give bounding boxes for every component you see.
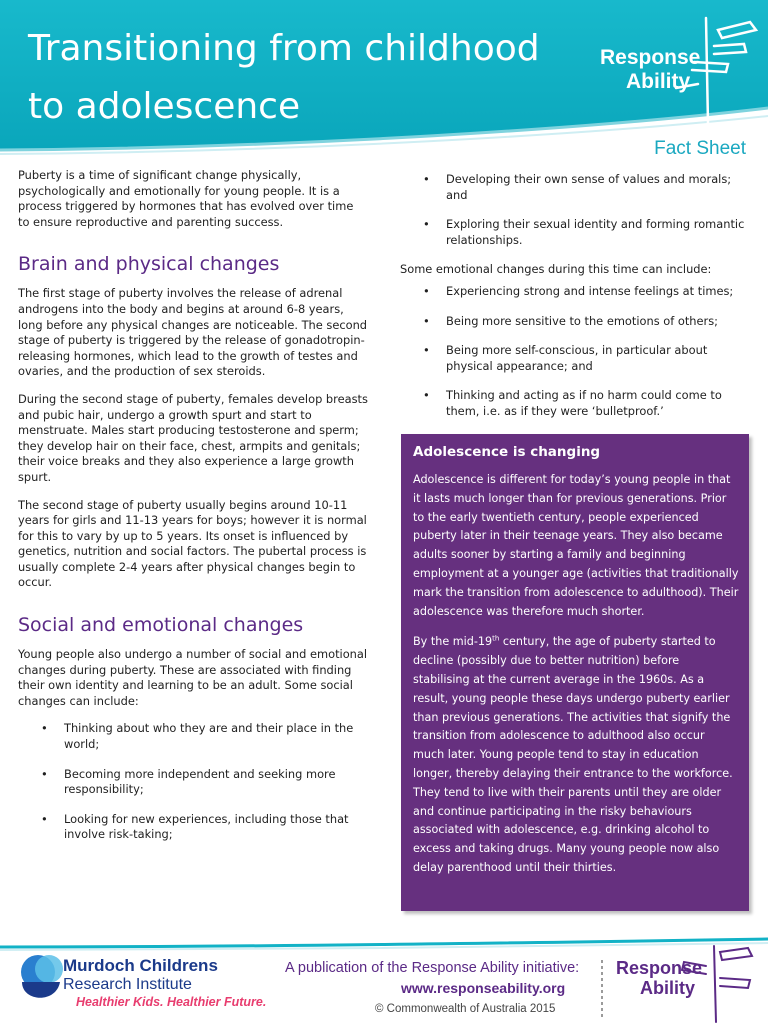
list-item [400, 314, 748, 330]
paragraph-social-intro: Young people also undergo a number of social and emotional changes during puberty. These are associated with finding their own identity and learning to be an adult. Some social changes can include: [18, 647, 368, 708]
social-changes-list-continued [400, 172, 748, 248]
list-item [18, 721, 368, 752]
footer-logo-text-ability: Ability [640, 978, 696, 998]
paragraph-first-stage: The first stage of puberty involves the release of adrenal androgens into the body and begins at around 6-8 years, long before any physical changes are noticeable. The second stage of puberty is triggered by the release of gonadotropin-releasing hormones, which lead to the growth of testes and ovaries, and the production of sex steroids. [18, 286, 368, 379]
paragraph-onset: The second stage of puberty usually begins around 10-11 years for girls and 11-13 years for boys; however it is normal for this to vary by up to 5 years. Its onset is influenced by genetics, nutrition and social factors. The pubertal process is usually complete 2-4 years after physical changes begin to occur. [18, 497, 367, 590]
mcri-subtitle: Research Institute [63, 976, 192, 993]
bullet-icon: • [423, 313, 430, 328]
box-title: Adolescence is changing [413, 444, 601, 460]
response-ability-logo [586, 16, 762, 126]
bullet-icon: • [41, 766, 48, 781]
emotional-changes-intro: Some emotional changes during this time can include: [400, 262, 712, 277]
title-line-1: Transitioning from childhood [28, 28, 540, 69]
list-item-text: Developing their own sense of values and morals; and [446, 172, 732, 202]
box-paragraph-2 [413, 633, 739, 877]
box-paragraph-1: Adolescence is different for today’s young people in that it lasts much longer than for previous generations. Prior to the early twentieth century, people experienced puberty later in their teenage years. They also became adults sooner by starting a family and beginning employment at a younger age (activities that traditionally mark the transition from adolescence to adulthood). Their adolescence was therefore much shorter. [413, 473, 739, 618]
fact-sheet-label: Fact Sheet [654, 138, 746, 159]
bullet-icon: • [41, 811, 48, 826]
list-item-text: Thinking about who they are and their place in the world; [64, 721, 354, 752]
bullet-icon: • [41, 721, 48, 736]
website-link[interactable]: www.responseability.org [401, 980, 566, 996]
copyright-notice: © Commonwealth of Australia 2015 [375, 1003, 556, 1015]
superscript-th: th [492, 634, 500, 643]
list-item [18, 767, 368, 798]
bullet-icon: • [423, 388, 430, 403]
title-line-2: to adolescence [28, 86, 301, 127]
list-item [400, 172, 748, 203]
intro-paragraph: Puberty is a time of significant change physically, psychologically and emotionally for young people. It is a process triggered by hormones that has evolved over time to ensure reproductive and parenting success. [18, 168, 354, 229]
adolescence-changing-box [401, 434, 749, 911]
right-column [400, 172, 748, 434]
response-ability-logo-footer [610, 942, 760, 1024]
list-item-text: Being more self-conscious, in particular about physical appearance; and [446, 343, 708, 373]
list-item-text: Becoming more independent and seeking more responsibility; [64, 766, 336, 797]
logo-text-response: Response [600, 46, 701, 69]
list-item [400, 217, 748, 248]
list-item [400, 388, 748, 419]
emotional-changes-list [400, 284, 748, 420]
logo-text-ability: Ability [626, 70, 691, 93]
list-item-text: Thinking and acting as if no harm could come to them, i.e. as if they were ‘bulletproof.’ [446, 388, 722, 418]
mcri-tagline: Healthier Kids. Healthier Future. [76, 995, 267, 1009]
heading-brain-physical: Brain and physical changes [18, 253, 280, 276]
page-title [28, 20, 588, 136]
publication-line: A publication of the Response Ability initiative: [285, 960, 580, 976]
box-paragraph-2-start: By the mid-19 [413, 635, 493, 649]
list-item-text: Looking for new experiences, including those that involve risk-taking; [64, 811, 349, 842]
paragraph-second-stage: During the second stage of puberty, females develop breasts and pubic hair, undergo a growth spurt and start to menstruate. Males start producing testosterone and sperm; they develop hair on their face, chest, armpits and genitals; their voice breaks and they also experience a large growth spurt. [18, 391, 368, 484]
left-column [18, 168, 368, 857]
box-paragraph-2-rest: century, the age of puberty started to decline (possibly due to better nutrition) before stabilising at the current average in the 1960s. As a result, young people these days undergo puberty earlier than previous generations. The activities that signify the transition from adolescence to adulthood also occur much later. Young people tend to stay in education longer, thereby delaying their entrance to the workforce. They tend to live with their parents until they are older and continue participating in the risky behaviours associated with adolescence, e.g. drinking alcohol to excess and taking drugs. Many young people now also delay parenthood until their thirties. [413, 635, 733, 874]
mcri-name: Murdoch Childrens [63, 956, 218, 975]
list-item-text: Experiencing strong and intense feelings at times; [446, 283, 734, 298]
list-item-text: Being more sensitive to the emotions of others; [446, 313, 718, 328]
list-item [400, 284, 748, 300]
footer-divider [601, 960, 603, 1018]
list-item [400, 343, 748, 374]
list-item-text: Exploring their sexual identity and forming romantic relationships. [446, 217, 745, 247]
bullet-icon: • [423, 283, 430, 298]
footer-logo-text-response: Response [616, 958, 703, 978]
list-item [18, 812, 368, 843]
bullet-icon: • [423, 172, 430, 186]
bullet-icon: • [423, 343, 430, 358]
social-changes-list [18, 721, 368, 843]
bullet-icon: • [423, 217, 430, 232]
heading-social-emotional: Social and emotional changes [18, 614, 304, 637]
